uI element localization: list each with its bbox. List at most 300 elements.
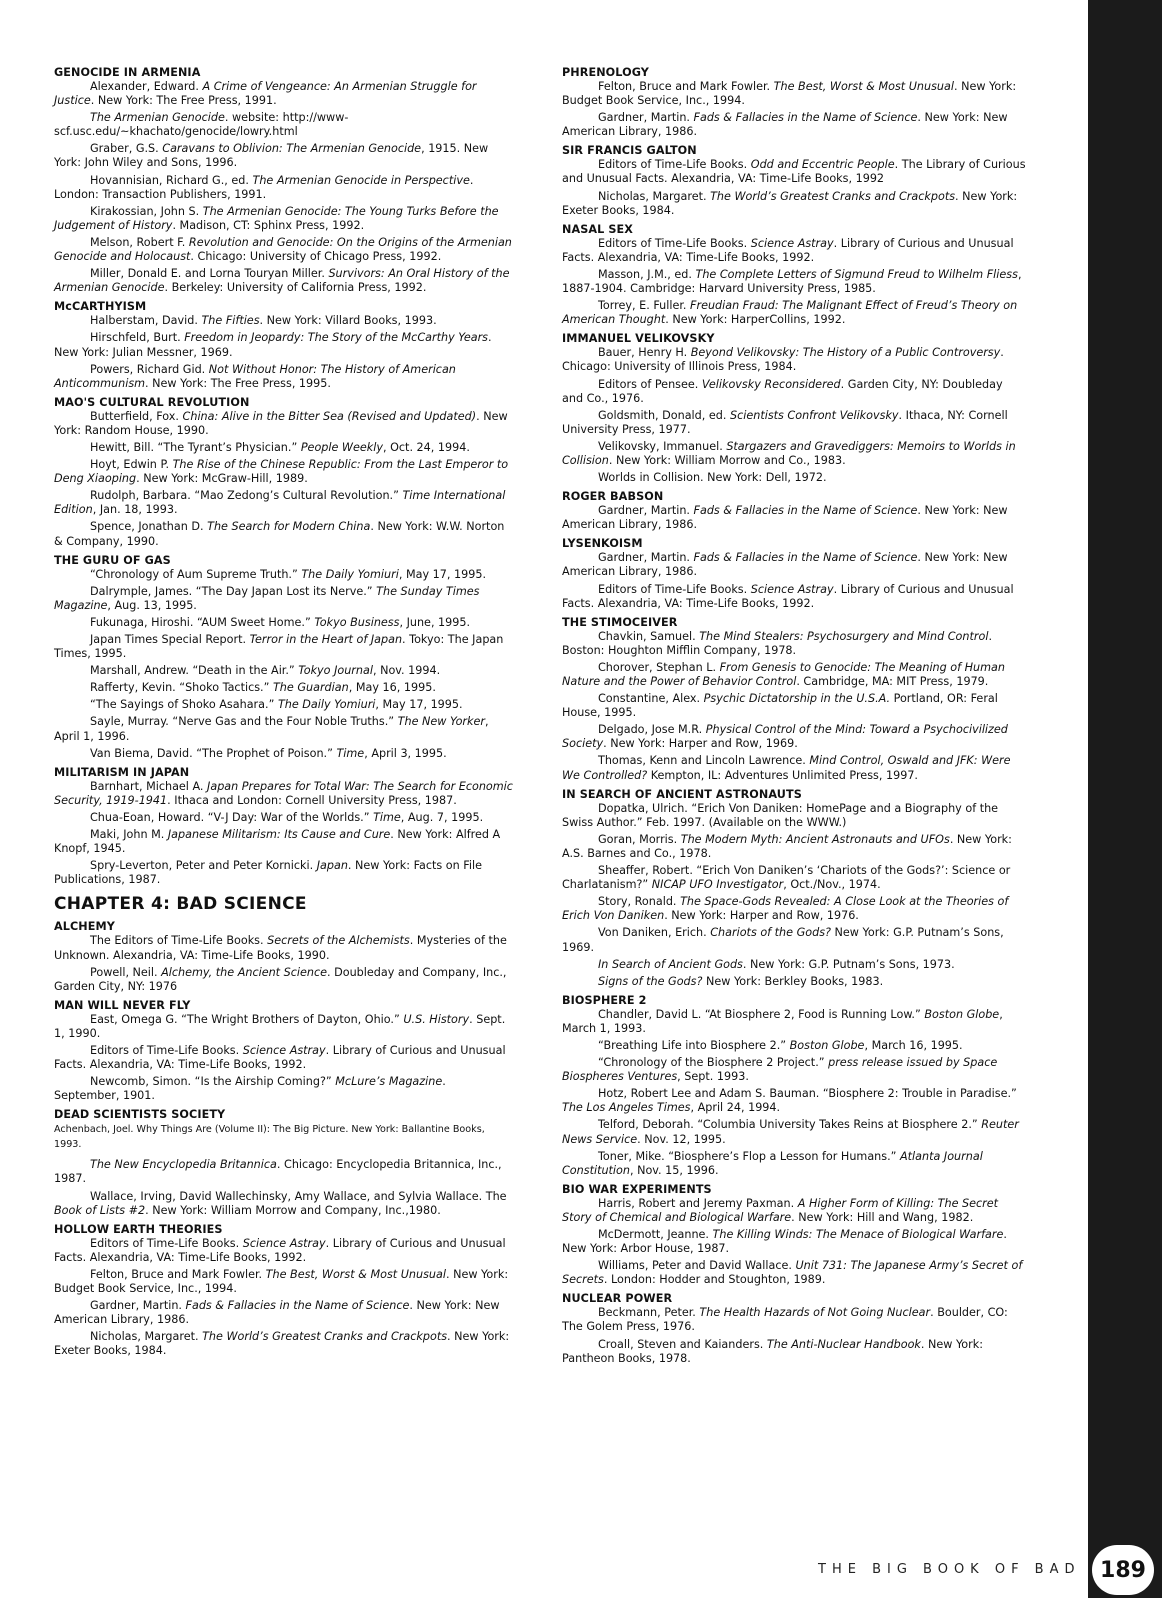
citation-text: Thomas, Kenn and Lincoln Lawrence. — [598, 754, 810, 768]
citation-entry — [562, 661, 1027, 689]
right-column — [562, 66, 1027, 1369]
citation-title: Freudian Fraud: The Malignant Effect of Freud’s Theory on American Thought — [562, 299, 1018, 327]
citation-entry — [54, 664, 514, 678]
page-number-badge — [1092, 1545, 1154, 1595]
citation-text: “Breathing Life into Biosphere 2.” — [598, 1038, 790, 1052]
citation-text: Marshall, Andrew. “Death in the Air.” — [90, 664, 299, 678]
section-heading: MILITARISM IN JAPAN — [54, 765, 190, 779]
section-heading: IMMANUEL VELIKOVSKY — [562, 332, 715, 346]
citation-entry — [562, 1306, 1027, 1334]
citation-text: Felton, Bruce and Mark Fowler. — [90, 1267, 266, 1281]
citation-rest: . New York: Harper and Row, 1976. — [664, 909, 859, 923]
citation-text: McDermott, Jeanne. — [598, 1228, 713, 1241]
section-heading: THE STIMOCEIVER — [562, 615, 678, 629]
citation-text: Editors of Time-Life Books. — [90, 1043, 243, 1057]
section-heading: MAO'S CULTURAL REVOLUTION — [54, 395, 250, 409]
citation-entry — [562, 723, 1027, 751]
citation-title: Science Astray — [750, 582, 834, 596]
bibliography-section — [54, 999, 514, 1104]
citation-title: Unit 731: The Japanese Army’s Secret of Secrets — [562, 1259, 1023, 1287]
citation-title: press release issued by Space Biospheres Ventures — [562, 1056, 998, 1084]
citation-rest: . Ithaca, NY: Cornell University Press, 1977. — [562, 408, 1008, 436]
citation-entry — [562, 346, 1027, 374]
citation-entry — [562, 975, 1027, 989]
citation-rest: . New York: Random House, 1990. — [54, 409, 508, 437]
bibliography-section — [562, 1292, 1027, 1365]
bibliography-section — [562, 223, 1027, 328]
citation-title: Odd and Eccentric People — [750, 158, 895, 172]
citation-rest: , April 24, 1994. — [690, 1101, 781, 1115]
citation-title: Fads & Fallacies in the Name of Science — [185, 1299, 410, 1313]
citation-rest: . New York: McGraw-Hill, 1989. — [136, 472, 308, 486]
citation-entry — [54, 236, 514, 264]
citation-rest: , June, 1995. — [399, 615, 471, 629]
bibliography-section — [54, 766, 514, 888]
citation-title: Time — [336, 746, 365, 760]
section-heading: PHRENOLOGY — [562, 66, 649, 79]
citation-entry — [54, 363, 514, 391]
citation-entry — [562, 895, 1027, 923]
bibliography-section — [54, 554, 514, 761]
citation-entry — [54, 585, 514, 613]
citation-title: Fads & Fallacies in the Name of Science — [693, 504, 918, 518]
citation-text: Wallace, Irving, David Wallechinsky, Amy Wallace, and Sylvia Wallace. The — [90, 1189, 507, 1203]
section-heading: DEAD SCIENTISTS SOCIETY — [54, 1108, 226, 1122]
citation-text: Toner, Mike. “Biosphere’s Flop a Lesson for Humans.” — [598, 1149, 901, 1163]
citation-title: Book of Lists #2 — [54, 1203, 146, 1217]
citation-entry — [54, 568, 514, 582]
citation-rest: . New York: Julian Messner, 1969. — [54, 331, 492, 359]
citation-title: People Weekly — [300, 440, 383, 454]
bibliography-section — [54, 66, 514, 295]
citation-title: Science Astray — [242, 1043, 326, 1057]
citation-rest: . New York: The Free Press, 1991. — [90, 94, 277, 108]
citation-title: The Sunday Times Magazine — [54, 584, 480, 612]
citation-rest: . New York: Harper and Row, 1969. — [603, 737, 798, 751]
citation-rest: . Garden City, NY: Doubleday and Co., 1976. — [562, 377, 1003, 405]
citation-entry — [562, 237, 1027, 265]
citation-entry — [54, 205, 514, 233]
citation-rest: , May 17, 1995. — [375, 698, 463, 712]
citation-text: Dalrymple, James. “The Day Japan Lost its Nerve.” — [90, 584, 377, 598]
bibliography-section — [54, 300, 514, 390]
citation-rest: . New York: The Free Press, 1995. — [145, 376, 331, 390]
citation-title: Caravans to Oblivion: The Armenian Genocide — [162, 142, 422, 156]
citation-entry — [54, 1237, 514, 1265]
citation-rest: . Madison, CT: Sphinx Press, 1992. — [172, 218, 365, 232]
citation-title: Freedom in Jeopardy: The Story of the McCarthy Years — [184, 331, 489, 345]
citation-text: Von Daniken, Erich. — [598, 926, 711, 940]
citation-rest: , Aug. 7, 1995. — [400, 810, 484, 824]
citation-rest: . Library of Curious and Unusual Facts. Alexandria, VA: Time-Life Books, 1992. — [54, 1236, 506, 1264]
citation-title: Secrets of the Alchemists — [267, 934, 410, 948]
citation-rest: . Chicago: Encyclopedia Britannica, Inc., 1987. — [54, 1158, 502, 1186]
citation-text: Constantine, Alex. — [598, 692, 704, 706]
citation-text: Fukunaga, Hiroshi. “AUM Sweet Home.” — [90, 615, 315, 629]
citation-rest: , Sept. 1993. — [677, 1070, 749, 1084]
citation-entry — [54, 1122, 514, 1152]
section-heading: MAN WILL NEVER FLY — [54, 998, 191, 1012]
citation-title: The Best, Worst & Most Unusual — [773, 80, 954, 93]
citation-title: The New Yorker — [397, 715, 485, 729]
citation-entry — [562, 754, 1027, 782]
citation-entry — [54, 174, 514, 202]
section-heading: IN SEARCH OF ANCIENT ASTRONAUTS — [562, 787, 802, 801]
citation-entry — [54, 780, 514, 808]
citation-rest: . Cambridge, MA: MIT Press, 1979. — [796, 675, 989, 688]
citation-title: A Higher Form of Killing: The Secret Story of Chemical and Biological Warfare — [562, 1196, 999, 1224]
citation-entry — [54, 1190, 514, 1218]
section-heading: McCARTHYISM — [54, 300, 147, 314]
citation-rest: . Library of Curious and Unusual Facts. Alexandria, VA: Time-Life Books, 1992. — [54, 1043, 506, 1072]
citation-entry — [54, 1013, 514, 1041]
citation-entry — [54, 1075, 514, 1103]
citation-title: Not Without Honor: The History of American Anticommunism — [54, 362, 456, 390]
citation-entry — [562, 471, 1027, 485]
citation-rest: . New York: New American Library, 1986. — [562, 111, 1008, 139]
citation-rest: . New York: Villard Books, 1993. — [259, 314, 437, 328]
section-heading: NUCLEAR POWER — [562, 1292, 673, 1306]
citation-rest: , March 1, 1993. — [562, 1007, 1003, 1035]
section-heading: HOLLOW EARTH THEORIES — [54, 1222, 223, 1236]
citation-title: Beyond Velikovsky: The History of a Public Controversy — [690, 346, 1001, 360]
citation-text: Rafferty, Kevin. “Shoko Tactics.” — [90, 681, 273, 695]
citation-title: Scientists Confront Velikovsky — [729, 408, 899, 422]
bibliography-section — [562, 616, 1027, 783]
citation-title: Velikovsky Reconsidered — [701, 377, 841, 391]
citation-rest: . New York: W.W. Norton & Company, 1990. — [54, 520, 505, 548]
citation-entry — [54, 142, 514, 170]
citation-entry — [562, 1259, 1027, 1287]
citation-entry — [54, 1330, 514, 1358]
bibliography-section — [54, 1223, 514, 1359]
citation-title: Atlanta Journal Constitution — [562, 1149, 983, 1177]
bibliography-section — [562, 490, 1027, 532]
citation-entry — [54, 616, 514, 630]
citation-rest: . Sept. 1, 1990. — [54, 1012, 506, 1040]
citation-entry — [562, 504, 1027, 532]
citation-text: Van Biema, David. “The Prophet of Poison.” — [90, 746, 337, 760]
citation-title: Japan Prepares for Total War: The Search for Economic Security, 1919-1941 — [54, 779, 513, 807]
citation-entry — [54, 1158, 514, 1186]
citation-rest: . Mysteries of the Unknown. Alexandria, VA: Time-Life Books, 1990. — [54, 934, 507, 962]
citation-text: Achenbach, Joel. Why Things Are (Volume II): The Big Picture. New York: Ballantine Books, 1993. — [54, 1124, 485, 1151]
citation-entry — [562, 1150, 1027, 1178]
citation-entry — [54, 267, 514, 295]
chapter-heading: CHAPTER 4: BAD SCIENCE — [54, 894, 307, 915]
citation-rest: . September, 1901. — [54, 1075, 446, 1103]
citation-title: The Modern Myth: Ancient Astronauts and UFOs — [680, 832, 950, 846]
citation-title: The Complete Letters of Sigmund Freud to Wilhelm Fliess — [695, 267, 1018, 281]
citation-title: Japan — [316, 859, 348, 873]
bibliography-section — [562, 144, 1027, 217]
citation-rest: . New York: William Morrow and Co., 1983. — [608, 453, 846, 467]
citation-entry — [562, 299, 1027, 327]
citation-rest: . London: Transaction Publishers, 1991. — [54, 173, 474, 201]
citation-entry — [562, 802, 1027, 830]
citation-text: Hewitt, Bill. “The Tyrant’s Physician.” — [90, 440, 301, 454]
citation-text: Telford, Deborah. “Columbia University Takes Reins at Biosphere 2.” — [598, 1118, 982, 1132]
citation-text: Chorover, Stephan L. — [598, 660, 720, 674]
citation-text: Spence, Jonathan D. — [90, 520, 208, 534]
citation-rest: , 1887-1904. Cambridge: Harvard University Press, 1985. — [562, 267, 1022, 296]
citation-text: Alexander, Edward. — [90, 80, 203, 93]
section-heading: ALCHEMY — [54, 920, 115, 934]
citation-title: The Los Angeles Times — [562, 1101, 691, 1115]
citation-rest: , Jan. 18, 1993. — [92, 503, 178, 517]
citation-text: Gardner, Martin. — [598, 111, 694, 125]
citation-entry — [562, 1228, 1027, 1256]
citation-title: McLure’s Magazine — [335, 1075, 443, 1089]
citation-entry — [562, 1118, 1027, 1146]
citation-text: Japan Times Special Report. — [90, 633, 250, 646]
citation-rest: . New York: Exeter Books, 1984. — [54, 1330, 510, 1358]
citation-title: Fads & Fallacies in the Name of Science — [693, 111, 918, 125]
section-heading: THE GURU OF GAS — [54, 553, 171, 567]
citation-text: Goldsmith, Donald, ed. — [598, 408, 730, 422]
citation-entry — [54, 681, 514, 695]
citation-entry — [562, 190, 1027, 218]
citation-entry — [54, 1268, 514, 1296]
citation-text: Story, Ronald. — [598, 895, 681, 909]
citation-title: Reuter News Service — [562, 1118, 1019, 1146]
citation-entry — [562, 833, 1027, 861]
citation-entry — [562, 583, 1027, 611]
citation-text: “The Sayings of Shoko Asahara.” — [90, 698, 278, 712]
citation-title: The Armenian Genocide — [90, 111, 225, 125]
citation-rest: . Chicago: University of Illinois Press, 1984. — [562, 346, 1004, 374]
citation-rest: . New York: Budget Book Service, Inc., 1994. — [54, 1267, 509, 1295]
citation-rest: , Oct./Nov., 1974. — [783, 878, 881, 892]
citation-entry — [562, 1039, 1027, 1053]
citation-text: Worlds in Collision. New York: Dell, 1972. — [598, 471, 827, 485]
citation-text: Nicholas, Margaret. — [90, 1330, 203, 1344]
bibliography-section — [54, 920, 514, 993]
citation-rest: . Berkeley: University of California Press, 1992. — [164, 281, 427, 295]
citation-entry — [562, 551, 1027, 579]
citation-entry — [562, 80, 1027, 108]
citation-title: Boston Globe — [924, 1007, 1000, 1021]
citation-entry — [54, 747, 514, 761]
citation-text: Hoyt, Edwin P. — [90, 458, 173, 472]
citation-rest: . New York: New American Library, 1986. — [562, 551, 1008, 579]
citation-title: Tokyo Journal — [298, 664, 373, 678]
citation-rest: , Oct. 24, 1994. — [382, 440, 470, 454]
citation-text: Croall, Steven and Kaianders. — [598, 1337, 767, 1351]
citation-rest: . Doubleday and Company, Inc., Garden City, NY: 1976 — [54, 965, 507, 993]
citation-title: Japanese Militarism: Its Cause and Cure — [167, 828, 391, 842]
citation-text: Butterfield, Fox. — [90, 409, 183, 423]
citation-text: Harris, Robert and Jeremy Paxman. — [598, 1196, 798, 1210]
citation-title: A Crime of Vengeance: An Armenian Struggle for Justice — [54, 80, 477, 108]
citation-text: “Chronology of the Biosphere 2 Project.” — [598, 1056, 829, 1070]
citation-title: The Search for Modern China — [207, 520, 371, 534]
citation-text: Spry-Leverton, Peter and Peter Kornicki. — [90, 859, 317, 873]
citation-rest: . Ithaca and London: Cornell University Press, 1987. — [167, 793, 457, 807]
citation-text: Williams, Peter and David Wallace. — [598, 1259, 796, 1273]
citation-text: Miller, Donald E. and Lorna Touryan Miller. — [90, 267, 329, 281]
citation-text: Goran, Morris. — [598, 832, 681, 846]
citation-text: Gardner, Martin. — [598, 551, 694, 565]
citation-text: Rudolph, Barbara. “Mao Zedong’s Cultural Revolution.” — [90, 489, 403, 503]
citation-text: The Editors of Time-Life Books. — [90, 934, 268, 948]
citation-title: Psychic Dictatorship in the U.S.A. — [703, 692, 891, 706]
citation-title: The Anti-Nuclear Handbook — [766, 1337, 921, 1351]
citation-entry — [562, 1197, 1027, 1225]
citation-title: Boston Globe — [789, 1038, 865, 1052]
citation-title: Alchemy, the Ancient Science — [161, 965, 327, 979]
section-heading: BIOSPHERE 2 — [562, 993, 647, 1007]
citation-text: East, Omega G. “The Wright Brothers of Dayton, Ohio.” — [90, 1012, 404, 1026]
citation-title: The World’s Greatest Cranks and Crackpots — [202, 1330, 448, 1344]
citation-entry — [562, 958, 1027, 972]
citation-title: The World’s Greatest Cranks and Crackpots — [710, 189, 956, 203]
citation-rest: . New York: A.S. Barnes and Co., 1978. — [562, 832, 1012, 860]
citation-entry — [562, 378, 1027, 406]
citation-rest: . website: http://www-scf.usc.edu/~khachato/genocide/lowry.html — [54, 111, 349, 139]
citation-rest: New York: G.P. Putnam’s Sons, 1969. — [562, 926, 1004, 954]
bibliography-section — [562, 66, 1027, 139]
citation-rest: . Nov. 12, 1995. — [637, 1132, 726, 1146]
citation-entry — [54, 458, 514, 486]
citation-title: Chariots of the Gods? — [710, 926, 831, 940]
citation-title: Tokyo Business — [314, 615, 400, 629]
citation-text: “Chronology of Aum Supreme Truth.” — [90, 567, 302, 581]
citation-entry — [562, 268, 1027, 296]
citation-rest: , Nov. 15, 1996. — [629, 1163, 719, 1177]
citation-text: Powers, Richard Gid. — [90, 362, 209, 376]
citation-text: Halberstam, David. — [90, 314, 202, 328]
citation-rest: . New York: Exeter Books, 1984. — [562, 189, 1018, 217]
citation-text: Hirschfeld, Burt. — [90, 331, 185, 345]
citation-rest: , March 16, 1995. — [864, 1038, 963, 1052]
citation-entry — [54, 1299, 514, 1327]
bibliography-section — [562, 332, 1027, 485]
citation-title: The Armenian Genocide: The Young Turks Before the Judgement of History — [54, 204, 499, 232]
citation-text: Dopatka, Ulrich. “Erich Von Daniken: HomePage and a Biography of the Swiss Author.” Feb. 1997. (Available on the WWW.) — [562, 801, 999, 829]
citation-rest: . London: Hodder and Stoughton, 1989. — [603, 1273, 826, 1287]
citation-entry — [54, 934, 514, 962]
citation-title: Time — [373, 810, 401, 824]
citation-entry — [54, 314, 514, 328]
citation-entry — [562, 630, 1027, 658]
citation-text: Editors of Time-Life Books. — [598, 158, 751, 172]
left-column — [54, 66, 514, 1361]
section-heading: ROGER BABSON — [562, 490, 664, 504]
citation-title: Time International Edition — [54, 489, 506, 517]
citation-text: Editors of Time-Life Books. — [598, 236, 751, 250]
citation-text: Chua-Eoan, Howard. “V-J Day: War of the Worlds.” — [90, 810, 374, 824]
citation-text: Sayle, Murray. “Nerve Gas and the Four Noble Truths.” — [90, 715, 398, 729]
citation-rest: . Tokyo: The Japan Times, 1995. — [54, 633, 504, 661]
citation-rest: . Library of Curious and Unusual Facts. Alexandria, VA: Time-Life Books, 1992. — [562, 582, 1014, 610]
citation-title: Signs of the Gods? — [598, 974, 703, 988]
citation-rest: . New York: Facts on File Publications, 1987. — [54, 859, 482, 887]
section-heading: GENOCIDE IN ARMENIA — [54, 66, 201, 79]
citation-text: Beckmann, Peter. — [598, 1306, 700, 1320]
bibliography-section — [54, 1108, 514, 1217]
citation-text: Gardner, Martin. — [598, 504, 694, 518]
citation-entry — [54, 520, 514, 548]
citation-entry — [54, 111, 514, 139]
citation-text: Nicholas, Margaret. — [598, 189, 711, 203]
citation-title: The Daily Yomiuri — [301, 567, 399, 581]
bibliography-section — [562, 994, 1027, 1178]
citation-title: The Best, Worst & Most Unusual — [265, 1267, 446, 1281]
citation-entry — [562, 158, 1027, 186]
citation-title: The Armenian Genocide in Perspective — [252, 173, 470, 187]
citation-title: U.S. History — [403, 1012, 470, 1026]
citation-text: Kirakossian, John S. — [90, 204, 203, 218]
citation-title: The Fifties — [201, 314, 260, 328]
citation-title: In Search of Ancient Gods — [598, 957, 743, 971]
citation-text: Sheaffer, Robert. “Erich Von Daniken’s ‘Chariots of the Gods?’: Science or Charlatanism?” — [562, 864, 1011, 892]
citation-rest: New York: Berkley Books, 1983. — [702, 974, 884, 988]
citation-rest: . New York: Alfred A Knopf, 1945. — [54, 828, 501, 856]
citation-text: Powell, Neil. — [90, 965, 162, 979]
citation-text: Delgado, Jose M.R. — [598, 723, 706, 737]
citation-text: Chandler, David L. “At Biosphere 2, Food is Running Low.” — [598, 1007, 925, 1021]
citation-rest: . New York: New American Library, 1986. — [54, 1299, 500, 1327]
citation-rest: , Nov. 1994. — [372, 664, 441, 678]
citation-text: Velikovsky, Immanuel. — [598, 439, 727, 453]
citation-rest: Portland, OR: Feral House, 1995. — [562, 692, 998, 720]
citation-text: Melson, Robert F. — [90, 235, 189, 249]
citation-entry — [562, 409, 1027, 437]
citation-rest: . New York: Budget Book Service, Inc., 1994. — [562, 80, 1017, 108]
citation-entry — [54, 331, 514, 359]
citation-rest: , May 17, 1995. — [398, 567, 487, 581]
citation-rest: , 1915. New York: John Wiley and Sons, 1996. — [54, 142, 489, 170]
citation-title: The Rise of the Chinese Republic: From the Last Emperor to Deng Xiaoping — [54, 458, 509, 486]
page-number: 189 — [1100, 1557, 1146, 1583]
citation-text: Barnhart, Michael A. — [90, 779, 208, 793]
bibliography-section — [54, 396, 514, 549]
citation-title: Terror in the Heart of Japan — [249, 633, 403, 646]
citation-rest: , Aug. 13, 1995. — [107, 598, 197, 612]
citation-rest: . Boston: Houghton Mifflin Company, 1978. — [562, 629, 992, 657]
citation-title: Survivors: An Oral History of the Armenian Genocide — [54, 267, 510, 295]
bibliography-section — [562, 1183, 1027, 1288]
citation-text: Torrey, E. Fuller. — [598, 299, 691, 313]
citation-entry — [562, 1008, 1027, 1036]
citation-text: Editors of Time-Life Books. — [598, 582, 751, 596]
citation-entry — [562, 692, 1027, 720]
citation-title: Fads & Fallacies in the Name of Science — [693, 551, 918, 565]
bibliography-section — [562, 788, 1027, 989]
citation-title: Physical Control of the Mind: Toward a Psychocivilized Society — [562, 723, 1008, 751]
citation-text: Editors of Pensee. — [598, 377, 702, 391]
citation-entry — [562, 111, 1027, 139]
citation-title: The Killing Winds: The Menace of Biological Warfare — [712, 1228, 1004, 1241]
citation-rest: Kempton, IL: Adventures Unlimited Press, 1997. — [647, 768, 918, 782]
citation-text: Hotz, Robert Lee and Adam S. Bauman. “Biosphere 2: Trouble in Paradise.” — [598, 1087, 1017, 1101]
citation-text: Bauer, Henry H. — [598, 346, 691, 360]
citation-entry — [54, 966, 514, 994]
citation-title: The Health Hazards of Not Going Nuclear — [699, 1306, 931, 1320]
citation-rest: . New York: HarperCollins, 1992. — [665, 313, 846, 327]
citation-title: China: Alive in the Bitter Sea (Revised and Updated) — [182, 409, 477, 423]
citation-rest: . New York: Arbor House, 1987. — [562, 1228, 1007, 1256]
citation-rest: , April 1, 1996. — [54, 715, 489, 743]
citation-entry — [562, 1338, 1027, 1366]
citation-entry — [562, 1056, 1027, 1084]
citation-rest: . New York: Hill and Wang, 1982. — [791, 1210, 974, 1224]
citation-entry — [54, 410, 514, 438]
citation-rest: . New York: New American Library, 1986. — [562, 504, 1008, 532]
citation-text: Masson, J.M., ed. — [598, 267, 696, 281]
citation-entry — [54, 828, 514, 856]
